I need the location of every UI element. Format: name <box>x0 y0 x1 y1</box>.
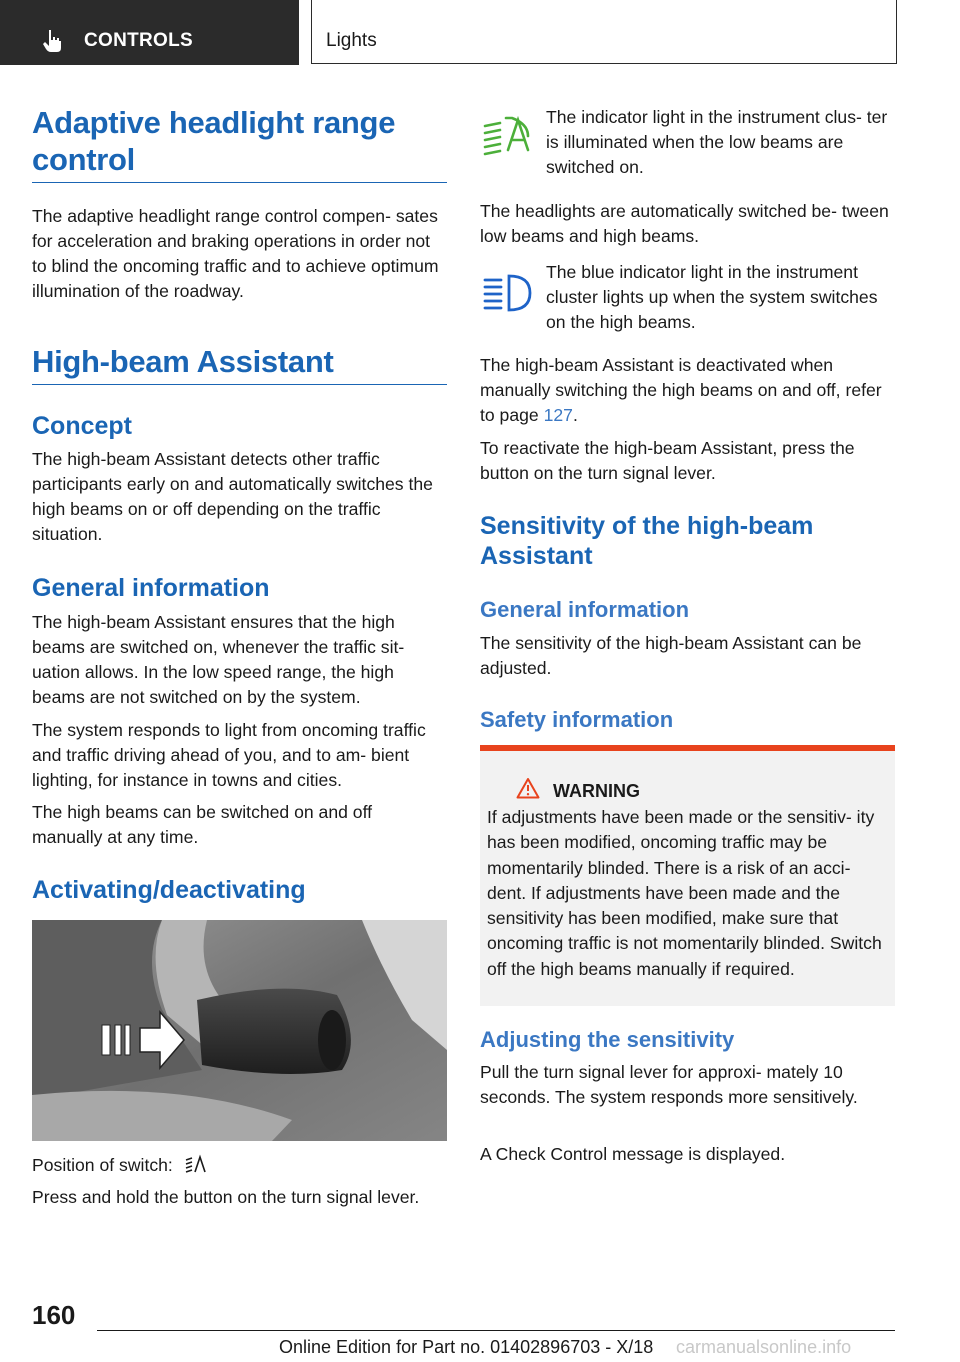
switch-position-label: Position of switch: <box>32 1155 173 1175</box>
high-beam-assistant-title: High-beam Assistant <box>32 344 334 379</box>
general-information-text-3: The high beams can be switched on and off manually at any time. <box>32 802 373 847</box>
adjusting-sensitivity-title: Adjusting the sensitivity <box>480 1027 735 1052</box>
chapter-tab[interactable] <box>0 0 299 65</box>
high-beam-indicator-icon <box>482 270 534 314</box>
adaptive-headlight-text: The adaptive headlight range control compen‐ sates for acceleration and braking operations in order not to blind the oncoming traffic and to achieve optimum illumination of the roadway. <box>32 206 439 301</box>
title-rule <box>32 182 447 183</box>
adaptive-headlight-title: Adaptive headlight range control <box>32 105 396 177</box>
warning-title: WARNING <box>553 781 640 801</box>
title-rule <box>32 384 447 385</box>
deactivated-text <box>480 353 895 428</box>
indicator-low-beam-text: The indicator light in the instrument clus‐ ter is illuminated when the low beams are switched on. <box>546 107 888 177</box>
low-beam-assistant-indicator-icon <box>482 114 534 158</box>
section-label: Lights <box>326 30 377 51</box>
sensitivity-general-text: The sensitivity of the high-beam Assistant can be adjusted. <box>480 633 862 678</box>
concept-text: The high-beam Assistant detects other traffic participants early on and automatically switches the high beams on or off depending on the traffic situation. <box>32 449 433 544</box>
activating-deactivating-title: Activating/deactivating <box>32 876 306 904</box>
deactivated-text-post: . <box>572 405 578 425</box>
sensitivity-title: Sensitivity of the high-beam Assistant <box>480 512 814 570</box>
watermark: carmanualsonline.info <box>676 1337 852 1357</box>
high-beam-assistant-icon <box>184 1154 210 1174</box>
section-header <box>311 0 897 64</box>
concept-title: Concept <box>32 412 132 440</box>
warning-box <box>480 745 895 1006</box>
sensitivity-general-title: General information <box>480 597 690 622</box>
footer-rule <box>97 1330 895 1331</box>
general-information-text-1: The high-beam Assistant ensures that the high beams are switched on, whenever the traffic sit‐ uation allows. In the low speed range, the high beams are not switched on by the system. <box>32 612 405 707</box>
safety-information-title: Safety information <box>480 707 674 732</box>
chapter-label: CONTROLS <box>84 30 194 51</box>
reactivate-text: To reactivate the high-beam Assistant, press the button on the turn signal lever. <box>480 438 855 483</box>
warning-triangle-icon <box>516 777 540 799</box>
page-number: 160 <box>32 1300 76 1330</box>
switch-position-row <box>32 1153 447 1178</box>
page-reference-link[interactable]: 127 <box>543 405 573 425</box>
adjusting-sensitivity-text: Pull the turn signal lever for approxi‐ mately 10 seconds. The system responds more sensitively. <box>480 1062 858 1107</box>
check-control-text: A Check Control message is displayed. <box>480 1144 786 1164</box>
warning-text: If adjustments have been made or the sensitiv‐ ity has been modified, oncoming traffic may be momentarily blinded. There is a risk of an acci‐ dent. If adjustments have been made and the sensitivity has been modified, make sure that oncoming traffic is not momentarily blinded. Switch off the high beams manually if required. <box>487 807 882 979</box>
deactivated-text-pre: The high-beam Assistant is deactivated when manually switching the high beams on and off, refer to page <box>480 355 882 425</box>
turn-signal-lever-image <box>32 920 447 1141</box>
general-information-text-2: The system responds to light from oncoming traffic and traffic driving ahead of you, and to am‐ bient lighting, for instance in towns and cities. <box>32 720 426 790</box>
auto-switch-text: The headlights are automatically switched be‐ tween low beams and high beams. <box>480 201 889 246</box>
general-information-title: General information <box>32 574 270 602</box>
press-and-hold-text: Press and hold the button on the turn signal lever. <box>32 1187 420 1207</box>
hand-pointer-icon <box>40 28 66 54</box>
edition-text: Online Edition for Part no. 01402896703 - X/18 <box>279 1337 654 1357</box>
indicator-high-beam-text: The blue indicator light in the instrument cluster lights up when the system switches on the high beams. <box>546 262 878 332</box>
